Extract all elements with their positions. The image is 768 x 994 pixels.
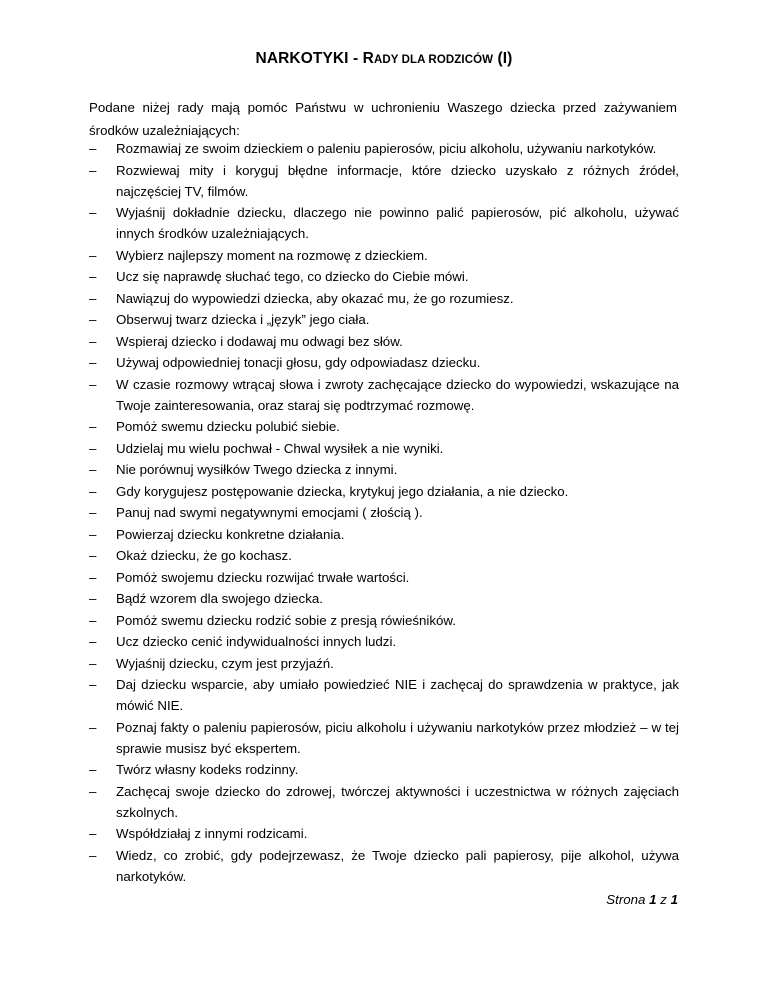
- dash-bullet: –: [89, 634, 97, 649]
- advice-list: [89, 138, 679, 887]
- list-item-text: Wybierz najlepszy moment na rozmowę z dzieckiem.: [116, 247, 428, 263]
- list-item-text: Ucz się naprawdę słuchać tego, co dziecko do Ciebie mówi.: [116, 269, 469, 284]
- dash-bullet: –: [89, 419, 97, 434]
- list-item: [89, 631, 679, 652]
- dash-bullet: –: [89, 141, 97, 156]
- list-item: [89, 545, 679, 566]
- dash-bullet: –: [89, 312, 97, 327]
- dash-bullet: –: [89, 569, 97, 585]
- list-item: [89, 653, 679, 674]
- dash-bullet: –: [89, 548, 97, 563]
- list-item: [89, 610, 679, 631]
- dash-bullet: –: [89, 483, 97, 499]
- list-item: [89, 352, 679, 373]
- list-item: [89, 138, 679, 159]
- dash-bullet: –: [89, 762, 97, 777]
- list-item: [89, 524, 679, 545]
- list-item: [89, 160, 679, 202]
- list-item-text: Ucz dziecko cenić indywidualności innych ludzi.: [116, 634, 397, 649]
- list-item-text: Nawiązuj do wypowiedzi dziecka, aby okazać mu, że go rozumiesz.: [116, 290, 514, 306]
- list-item-text: Wyjaśnij dziecku, czym jest przyjaźń.: [116, 655, 334, 671]
- list-item: [89, 416, 679, 437]
- list-item: [89, 759, 679, 780]
- dash-bullet: –: [89, 783, 97, 799]
- list-item: [89, 717, 679, 759]
- title-main: NARKOTYKI - R: [255, 50, 374, 67]
- list-item-text: Bądź wzorem dla swojego dziecka.: [116, 591, 323, 606]
- dash-bullet: –: [89, 826, 97, 841]
- list-item: [89, 202, 679, 244]
- list-item-text: Powierzaj dziecku konkretne działania.: [116, 526, 345, 542]
- list-item-text: Wiedz, co zrobić, gdy podejrzewasz, że Twoje dziecko pali papierosy, pije alkohol, używa narkotyków.: [116, 847, 679, 884]
- list-item: [89, 502, 679, 523]
- dash-bullet: –: [89, 847, 97, 863]
- footer-page-number: 1: [649, 892, 657, 907]
- list-item: [89, 309, 679, 330]
- dash-bullet: –: [89, 505, 97, 520]
- dash-bullet: –: [89, 376, 97, 392]
- list-item-text: Obserwuj twarz dziecka i „język” jego ciała.: [116, 312, 370, 327]
- list-item: [89, 588, 679, 609]
- list-item-text: Poznaj fakty o paleniu papierosów, piciu alkoholu i używaniu narkotyków przez młodzież – w tej sprawie musisz być ekspertem.: [116, 719, 679, 756]
- list-item-text: Używaj odpowiedniej tonacji głosu, gdy odpowiadasz dziecku.: [116, 355, 481, 370]
- list-item-text: Gdy korygujesz postępowanie dziecka, krytykuj jego działania, a nie dziecko.: [116, 483, 569, 499]
- list-item-text: Daj dziecku wsparcie, aby umiało powiedzieć NIE i zachęcaj do sprawdzenia w praktyce, jak mówić NIE.: [116, 677, 679, 713]
- list-item-text: Współdziałaj z innymi rodzicami.: [116, 826, 308, 841]
- dash-bullet: –: [89, 462, 97, 477]
- footer-label: Strona: [606, 892, 650, 907]
- list-item: [89, 266, 679, 287]
- page-footer: [606, 892, 678, 907]
- dash-bullet: –: [89, 355, 97, 370]
- footer-total-pages: 1: [670, 892, 678, 907]
- list-item-text: Panuj nad swymi negatywnymi emocjami ( złością ).: [116, 505, 423, 520]
- list-item: [89, 245, 679, 266]
- list-item-text: W czasie rozmowy wtrącaj słowa i zwroty zachęcające dziecko do wypowiedzi, wskazujące na Twoje zainteresowania, oraz staraj się podtrzymać rozmowę.: [116, 376, 679, 413]
- list-item-text: Rozwiewaj mity i koryguj błędne informacje, które dziecko uzyskało z różnych źródeł, najczęściej TV, filmów.: [116, 162, 679, 199]
- title-smallcaps: ADY DLA RODZICÓW: [373, 54, 494, 66]
- list-item: [89, 845, 679, 887]
- dash-bullet: –: [89, 333, 97, 349]
- list-item: [89, 459, 679, 480]
- title-suffix: (I): [493, 50, 513, 67]
- dash-bullet: –: [89, 655, 97, 671]
- list-item-text: Pomóż swojemu dziecku rozwijać trwałe wartości.: [116, 569, 410, 585]
- dash-bullet: –: [89, 677, 97, 692]
- dash-bullet: –: [89, 526, 97, 542]
- list-item: [89, 674, 679, 716]
- dash-bullet: –: [89, 290, 97, 306]
- list-item-text: Okaż dziecku, że go kochasz.: [116, 548, 292, 563]
- dash-bullet: –: [89, 162, 97, 178]
- list-item: [89, 823, 679, 844]
- dash-bullet: –: [89, 440, 97, 456]
- dash-bullet: –: [89, 719, 97, 735]
- dash-bullet: –: [89, 205, 97, 220]
- list-item-text: Wyjaśnij dokładnie dziecku, dlaczego nie powinno palić papierosów, pić alkoholu, używać innych środków uzależniających.: [116, 205, 679, 241]
- footer-of: z: [656, 892, 671, 907]
- intro-paragraph: Podane niżej rady mają pomóc Państwu w uchronieniu Waszego dziecka przed zażywaniem środków uzależniających:: [89, 100, 677, 138]
- dash-bullet: –: [89, 247, 97, 263]
- list-item-text: Pomóż swemu dziecku polubić siebie.: [116, 419, 340, 434]
- list-item: [89, 567, 679, 588]
- list-item: [89, 374, 679, 416]
- dash-bullet: –: [89, 269, 97, 284]
- dash-bullet: –: [89, 612, 97, 628]
- list-item: [89, 331, 679, 352]
- list-item-text: Pomóż swemu dziecku rodzić sobie z presją rówieśników.: [116, 612, 456, 628]
- page-title: [0, 50, 768, 68]
- list-item-text: Udzielaj mu wielu pochwał - Chwal wysiłek a nie wyniki.: [116, 440, 444, 456]
- list-item-text: Rozmawiaj ze swoim dzieckiem o paleniu papierosów, piciu alkoholu, używaniu narkotyków.: [116, 141, 657, 156]
- list-item: [89, 781, 679, 823]
- list-item-text: Twórz własny kodeks rodzinny.: [116, 762, 299, 777]
- list-item: [89, 438, 679, 459]
- list-item: [89, 288, 679, 309]
- dash-bullet: –: [89, 591, 97, 606]
- list-item: [89, 481, 679, 502]
- list-item-text: Zachęcaj swoje dziecko do zdrowej, twórczej aktywności i uczestnictwa w różnych zajęciach szkolnych.: [116, 783, 679, 820]
- list-item-text: Nie porównuj wysiłków Twego dziecka z innymi.: [116, 462, 398, 477]
- list-item-text: Wspieraj dziecko i dodawaj mu odwagi bez słów.: [116, 333, 403, 349]
